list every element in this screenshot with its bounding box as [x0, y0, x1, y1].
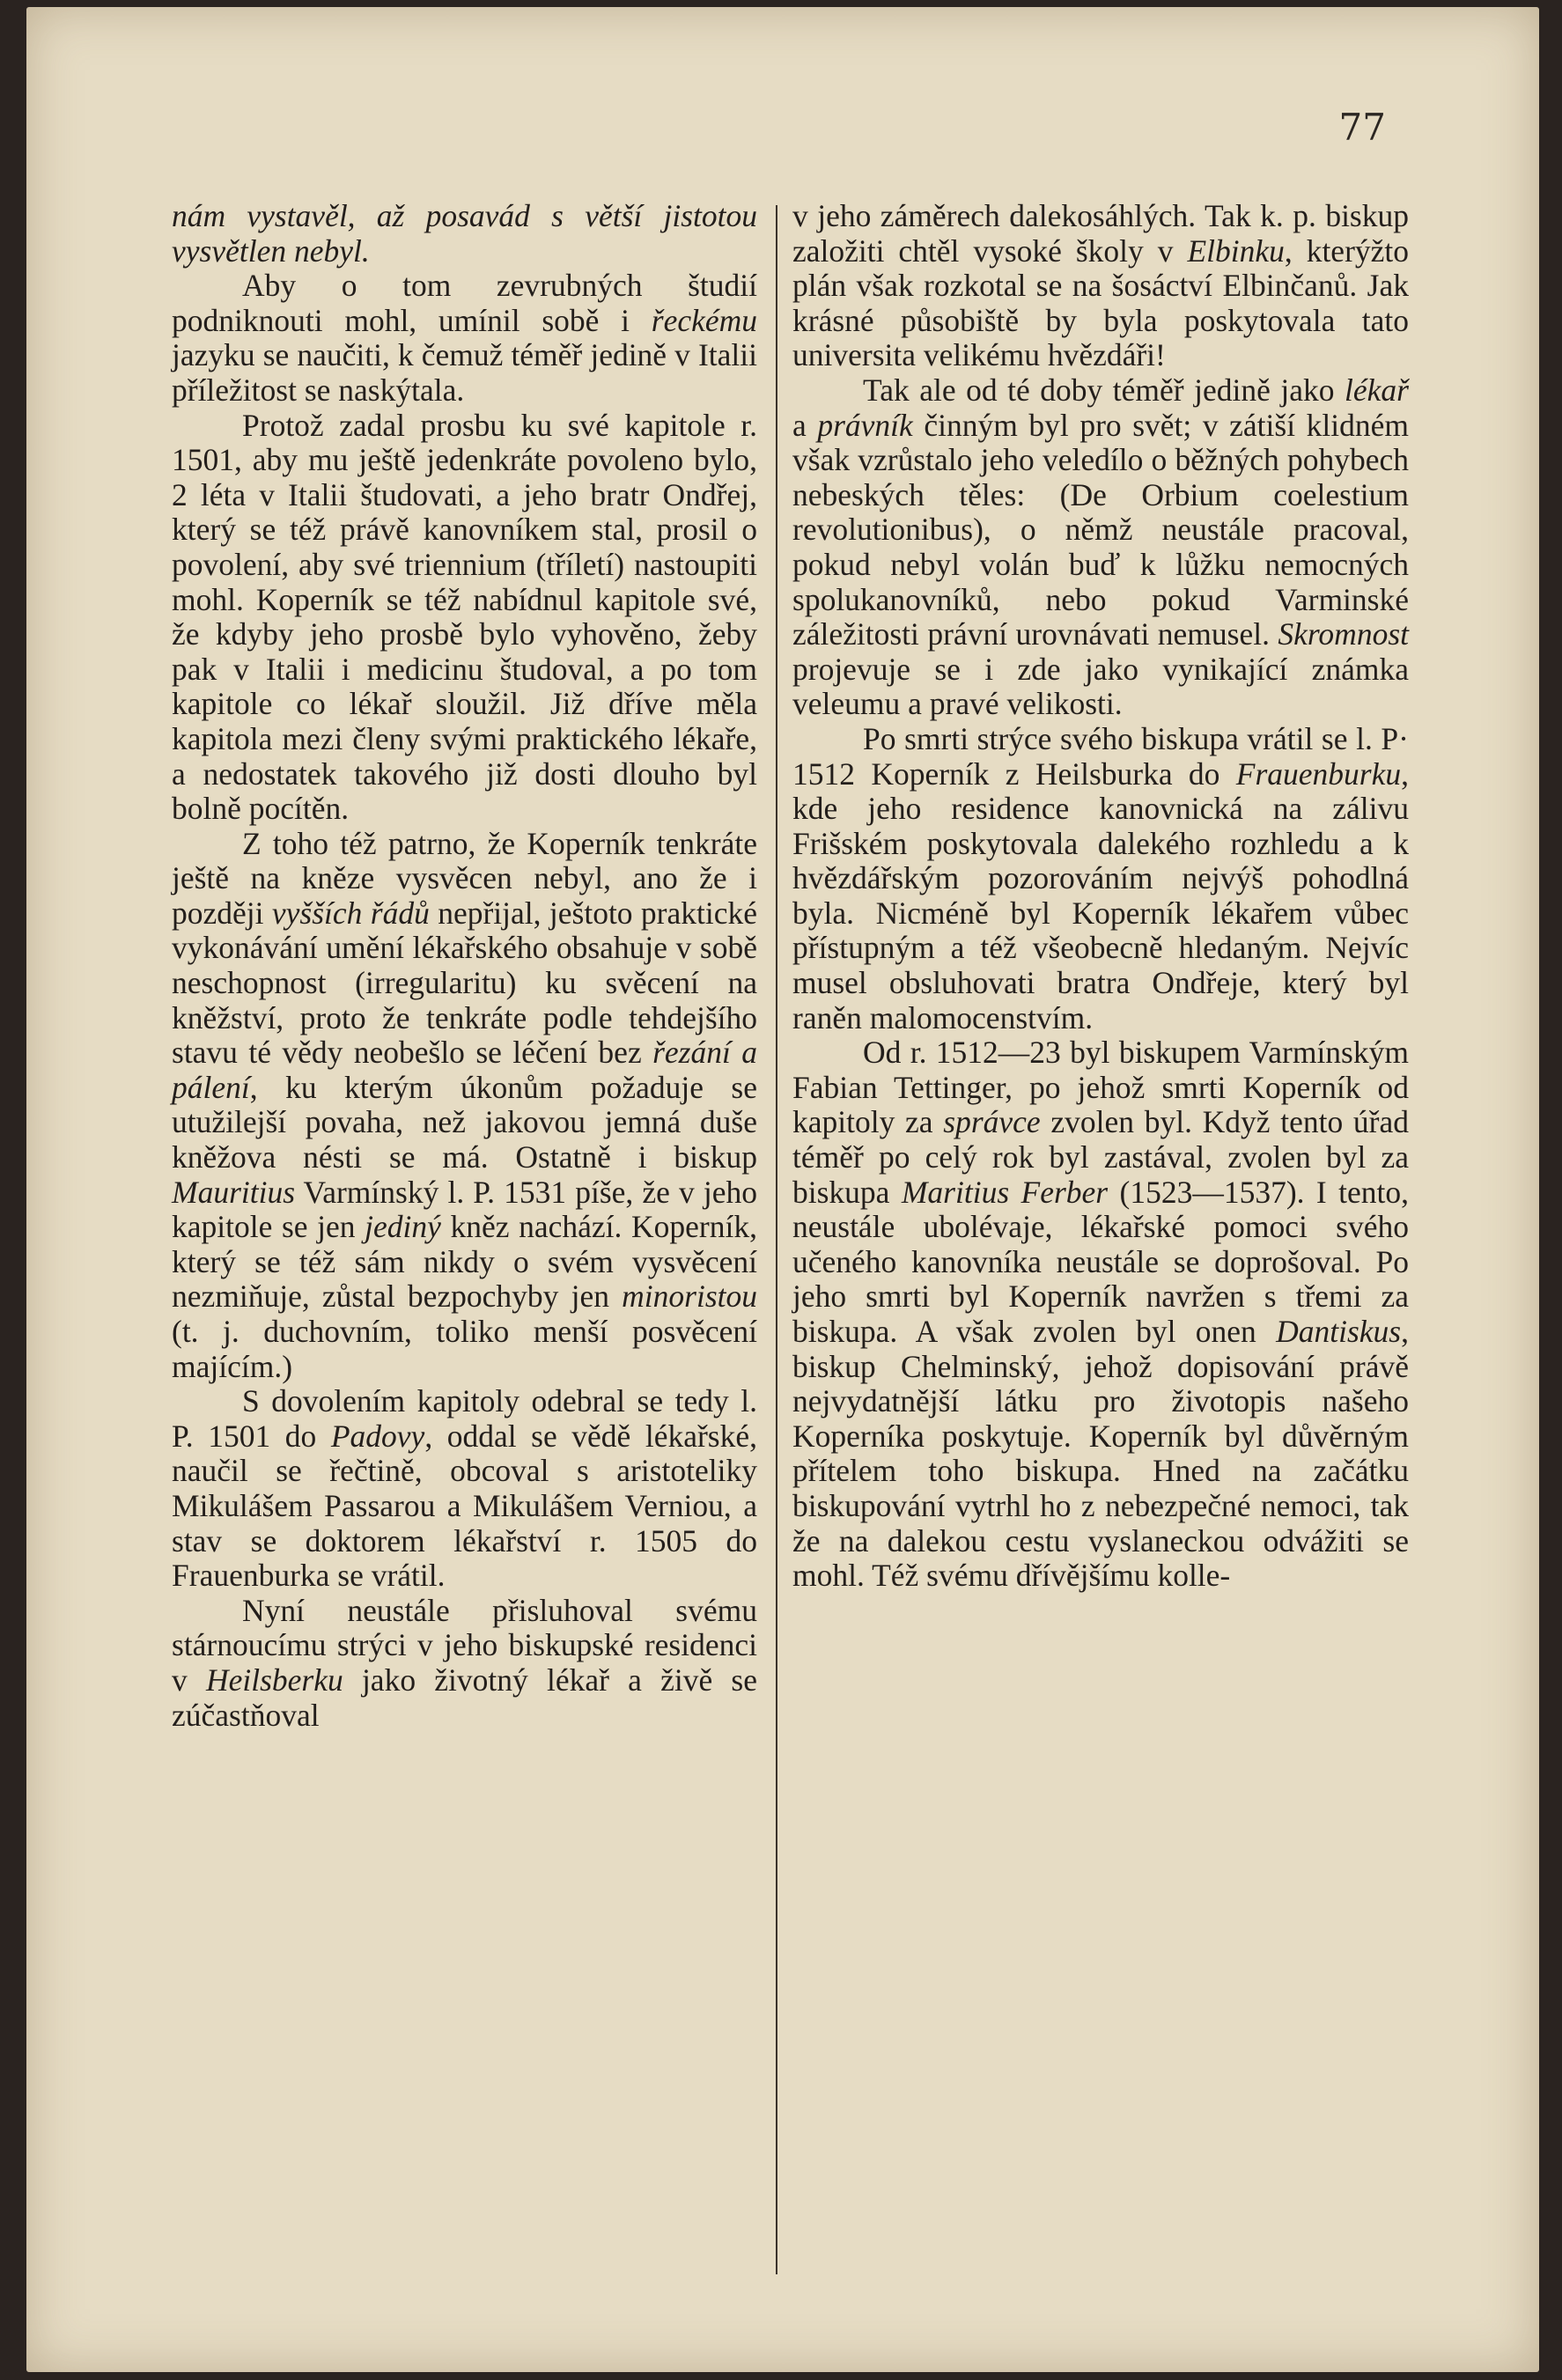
text-run: Tak ale od té doby téměř jedině jako [863, 372, 1345, 408]
left-paragraph-6 [172, 1594, 757, 1733]
text-run: správce [943, 1104, 1041, 1140]
text-run: S dovolením kapitoly odebral se tedy l. P. 1501 do [172, 1383, 757, 1454]
right-paragraph-4 [792, 1035, 1409, 1594]
text-run: činným byl pro svět; v zátiší klidném však vzrůstalo jeho veledílo o běžných pohybech nebeských těles: (De Orbium coelestium revolutionibus), o němž neustále pracoval, pokud nebyl volán buď k lůžku nemocných spolukanovníků, nebo pokud Varminské záležitosti právní urovnávati nemusel. [792, 407, 1409, 652]
text-run: Aby o tom zevrubných študií podniknouti mohl, umínil sobě i [172, 268, 757, 338]
text-run: jediný [365, 1209, 441, 1245]
page-number: 77 [1338, 106, 1386, 149]
text-run: Z toho též patrno, že Koperník tenkráte ještě na kněze vysvěcen nebyl, ano že i později [172, 825, 757, 931]
text-run: Protož zadal prosbu ku své kapitole r. 1501, aby mu ještě jedenkráte povoleno bylo, 2 léta v Italii študovati, a jeho bratr Ondřej, který se též právě kanovníkem stal, prosil o povolení, aby své triennium (tříletí) nastoupiti mohl. Koperník se též nabídnul kapitole své, že kdyby jeho prosbě bylo vyhověno, žeby pak v Italii i medicinu študoval, a po tom kapitole co lékař sloužil. Již dříve měla kapitola mezi členy svými praktického lékaře, a nedostatek takového již dosti dlouho byl bolně pocítěn. [172, 407, 757, 827]
text-run: vyšších řádů [271, 895, 430, 931]
text-run: řeckému [651, 302, 757, 338]
text-run: (1523—1537). I tento, neustále ubolévaje, lékařské pomoci svého učeného kanovníka neustále se doprošoval. Po jeho smrti byl Koperník navržen s třemi za biskupa. A však zvolen byl onen [792, 1174, 1410, 1349]
left-paragraph-2 [172, 269, 757, 408]
text-run: právník [817, 407, 913, 443]
text-run: , biskup Chelminský, jehož dopisování právě nejvydatnější látku pro životopis našeho Koperníka poskytuje. Koperník byl důvěrným přítelem toho biskupa. Hned na začátku biskupování vytrhl ho z nebezpečné nemoci, tak že na dalekou cestu vyslaneckou odvážiti se mohl. Též svému dřívějšímu kolle- [792, 1314, 1409, 1594]
text-run: nám vystavěl, až posavád s větší jistotou vysvětlen nebyl. [172, 198, 757, 269]
left-paragraph-3 [172, 409, 757, 827]
text-run: Od r. 1512—23 byl biskupem Varmínským Fabian Tettinger, po jehož smrti Koperník od kapitoly za [792, 1035, 1409, 1140]
right-column [792, 199, 1409, 1594]
text-run: Frauenburku [1235, 755, 1402, 792]
text-run: Skromnost [1278, 616, 1409, 652]
text-run: Dantiskus [1276, 1314, 1402, 1349]
text-run: projevuje se i zde jako vynikající známka veleumu a pravé velikosti. [792, 651, 1409, 722]
text-run: minoristou [622, 1278, 757, 1315]
text-run: Padovy [330, 1418, 425, 1454]
text-run: řezání a pálení [172, 1035, 758, 1105]
text-run: Po smrti strýce svého biskupa vrátil se l. P· 1512 Koperník z Heilsburka do [792, 720, 1409, 792]
left-paragraph-1 [172, 199, 757, 269]
text-run: Heilsberku [205, 1662, 343, 1698]
book-page [26, 7, 1539, 2372]
text-run: Elbinku [1187, 232, 1285, 269]
text-run: , ku kterým úkonům požaduje se utužilejší povaha, než jakovou jemná duše kněžova nésti se má. Ostatně i biskup [172, 1069, 757, 1175]
column-divider [776, 205, 777, 2274]
text-run: nepřijal, ještoto praktické vykonávání umění lékařského obsahuje v sobě neschopnost (irregularitu) ku svěcení na kněžství, proto že tenkráte podle tehdejšího stavu té vědy neobešlo se léčení bez [172, 895, 757, 1071]
text-run: v jeho záměrech dalekosáhlých. Tak k. p. biskup založiti chtěl vysoké školy v [792, 198, 1409, 269]
text-run: jako životný lékař a živě se zúčastňoval [172, 1662, 757, 1733]
text-run: Nyní neustále přisluhoval svému stárnoucímu strýci v jeho biskupské residenci v [172, 1592, 757, 1698]
text-run: , oddal se vědě lékařské, naučil se řečtině, obcoval s aristoteliky Mikulášem Passarou a Mikulášem Verniou, a stav se doktorem lékařství r. 1505 do Frauenburka se vrátil. [172, 1418, 758, 1594]
left-paragraph-5 [172, 1384, 757, 1594]
text-run: kněz nachází. Koperník, který se též sám nikdy o svém vysvěcení nezmiňuje, zůstal bezpochyby jen [172, 1209, 757, 1315]
text-run: , kterýžto plán však rozkotal se na šosáctví Elbinčanů. Jak krásné působiště by byla poskytovala tato universita velikému hvězdáři! [792, 232, 1410, 373]
text-run: , kde jeho residence kanovnická na zálivu Frišském poskytovala dalekého rozhledu a k hvězdářským pozorováním nejvýš pohodlná byla. Nicméně byl Koperník lékařem vůbec přístupným a též všeobecně hledaným. Nejvíc musel obsluhovati bratra Ondřeje, který byl raněn malomocenstvím. [792, 755, 1409, 1035]
right-paragraph-1 [792, 199, 1409, 373]
text-run: zvolen byl. Když tento úřad téměř po celý rok byl zastával, zvolen byl za biskupa [792, 1104, 1409, 1210]
text-run: Maritius Ferber [901, 1174, 1109, 1210]
text-run: lékař [1345, 372, 1409, 408]
right-paragraph-3 [792, 722, 1409, 1035]
text-run: Varmínský l. P. 1531 píše, že v jeho kapitole se jen [172, 1174, 757, 1245]
text-run: (t. j. duchovním, toliko menší posvěcení majícím.) [172, 1314, 757, 1384]
right-paragraph-2 [792, 373, 1409, 722]
left-paragraph-4 [172, 827, 757, 1385]
text-run: jazyku se naučiti, k čemuž téměř jedině v Italii příležitost se naskýtala. [172, 337, 757, 408]
text-run: a [792, 407, 818, 443]
left-column [172, 199, 757, 1733]
text-run: Mauritius [172, 1174, 296, 1210]
